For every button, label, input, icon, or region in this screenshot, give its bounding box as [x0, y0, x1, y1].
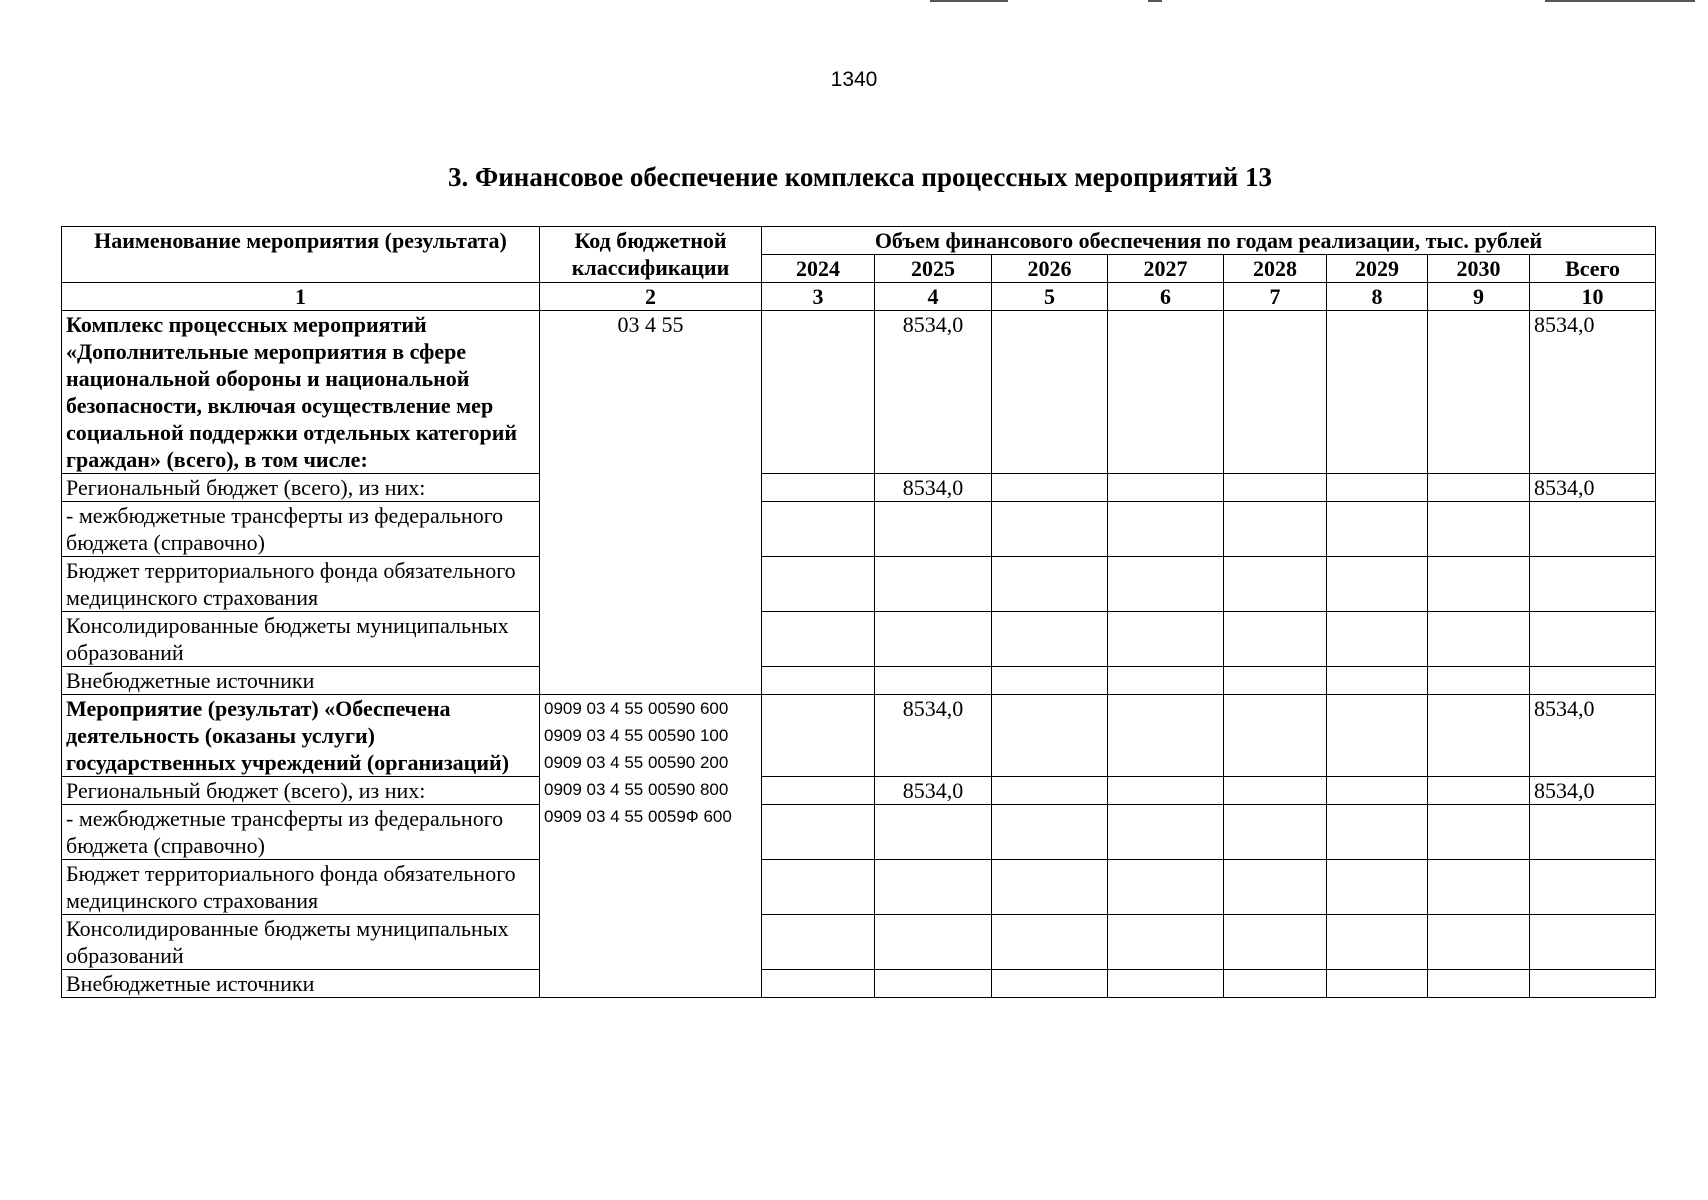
block-title-row — [62, 311, 1656, 474]
header-code: Код бюджетной классификации — [540, 227, 762, 283]
block-title-row — [62, 695, 1656, 777]
value-cell — [1327, 474, 1428, 502]
budget-code-cell — [540, 311, 762, 695]
value-cell: 8534,0 — [875, 777, 992, 805]
table-row — [62, 805, 1656, 860]
header-year: 2024 — [762, 255, 875, 283]
value-cell — [992, 612, 1108, 667]
block-title: Мероприятие (результат) «Обеспечена деятельность (оказаны услуги) государственных учреждений (организаций) — [62, 695, 540, 777]
value-cell — [762, 557, 875, 612]
budget-code: 0909 03 4 55 00590 600 — [544, 699, 729, 718]
table-row — [62, 474, 1656, 502]
column-number: 4 — [875, 283, 992, 311]
row-label: - межбюджетные трансферты из федерального бюджета (справочно) — [62, 805, 540, 860]
row-label: Региональный бюджет (всего), из них: — [62, 474, 540, 502]
value-total — [1530, 970, 1656, 998]
row-label: Региональный бюджет (всего), из них: — [62, 777, 540, 805]
value-cell — [1108, 557, 1224, 612]
column-number: 10 — [1530, 283, 1656, 311]
budget-code-cell — [540, 695, 762, 998]
value-cell — [875, 667, 992, 695]
value-cell — [1224, 612, 1327, 667]
table-row — [62, 502, 1656, 557]
value-total: 8534,0 — [1530, 474, 1656, 502]
value-cell — [1108, 805, 1224, 860]
value-cell — [1224, 860, 1327, 915]
scan-edge-line — [1148, 0, 1162, 2]
value-cell — [762, 860, 875, 915]
budget-code: 0909 03 4 55 0059Ф 600 — [544, 807, 732, 826]
value-cell — [1428, 502, 1530, 557]
value-cell — [875, 557, 992, 612]
value-cell: 8534,0 — [875, 474, 992, 502]
value-total: 8534,0 — [1530, 695, 1656, 777]
value-cell — [1224, 805, 1327, 860]
value-cell — [1108, 970, 1224, 998]
value-cell — [992, 311, 1108, 474]
value-cell — [1327, 612, 1428, 667]
value-cell — [762, 311, 875, 474]
header-year: 2028 — [1224, 255, 1327, 283]
value-cell — [875, 970, 992, 998]
value-cell — [992, 474, 1108, 502]
value-cell — [1224, 695, 1327, 777]
value-total: 8534,0 — [1530, 777, 1656, 805]
value-cell — [875, 860, 992, 915]
budget-code: 0909 03 4 55 00590 800 — [544, 780, 729, 799]
value-cell — [1428, 667, 1530, 695]
value-cell — [1327, 695, 1428, 777]
scan-edge-line — [930, 0, 1008, 2]
value-cell — [1224, 311, 1327, 474]
value-total — [1530, 805, 1656, 860]
table-row — [62, 860, 1656, 915]
value-cell — [1428, 777, 1530, 805]
value-cell — [875, 805, 992, 860]
section-title: 3. Финансовое обеспечение комплекса процессных мероприятий 13 — [448, 162, 1272, 192]
value-cell — [762, 667, 875, 695]
header-year: 2029 — [1327, 255, 1428, 283]
table-row — [62, 557, 1656, 612]
value-cell: 8534,0 — [875, 311, 992, 474]
value-cell — [1224, 915, 1327, 970]
row-label: Внебюджетные источники — [62, 667, 540, 695]
budget-code: 0909 03 4 55 00590 200 — [544, 753, 729, 772]
header-year: 2030 — [1428, 255, 1530, 283]
header-volume: Объем финансового обеспечения по годам реализации, тыс. рублей — [762, 227, 1656, 255]
value-cell — [1224, 474, 1327, 502]
value-cell — [1428, 311, 1530, 474]
column-number: 7 — [1224, 283, 1327, 311]
value-cell — [992, 860, 1108, 915]
value-total — [1530, 502, 1656, 557]
table-row — [62, 667, 1656, 695]
page-number: 1340 — [830, 68, 878, 91]
value-cell — [1428, 474, 1530, 502]
value-cell — [1224, 970, 1327, 998]
value-cell — [1428, 557, 1530, 612]
value-cell — [1428, 695, 1530, 777]
value-cell — [1108, 695, 1224, 777]
value-cell — [1327, 311, 1428, 474]
header-total: Всего — [1530, 255, 1656, 283]
value-cell — [762, 612, 875, 667]
value-cell — [1224, 502, 1327, 557]
value-cell — [1327, 805, 1428, 860]
value-cell — [762, 970, 875, 998]
value-cell — [1108, 915, 1224, 970]
budget-code: 0909 03 4 55 00590 100 — [544, 726, 729, 745]
value-cell: 8534,0 — [875, 695, 992, 777]
value-cell — [1428, 860, 1530, 915]
value-cell — [875, 915, 992, 970]
row-label: - межбюджетные трансферты из федерального бюджета (справочно) — [62, 502, 540, 557]
value-cell — [762, 502, 875, 557]
value-cell — [762, 695, 875, 777]
value-cell — [1108, 860, 1224, 915]
column-number: 3 — [762, 283, 875, 311]
budget-code: 03 4 55 — [617, 312, 684, 337]
value-cell — [992, 667, 1108, 695]
value-cell — [1108, 667, 1224, 695]
value-cell — [762, 915, 875, 970]
scan-edge-line — [1545, 0, 1695, 2]
table-row — [62, 970, 1656, 998]
value-total — [1530, 667, 1656, 695]
value-cell — [1108, 777, 1224, 805]
value-cell — [992, 915, 1108, 970]
value-total: 8534,0 — [1530, 311, 1656, 474]
value-cell — [762, 777, 875, 805]
column-number: 2 — [540, 283, 762, 311]
column-number: 6 — [1108, 283, 1224, 311]
value-cell — [1327, 557, 1428, 612]
value-cell — [1327, 970, 1428, 998]
value-cell — [1327, 777, 1428, 805]
value-total — [1530, 557, 1656, 612]
value-cell — [1428, 915, 1530, 970]
value-cell — [875, 612, 992, 667]
header-year: 2026 — [992, 255, 1108, 283]
value-total — [1530, 860, 1656, 915]
value-cell — [1108, 502, 1224, 557]
value-cell — [992, 557, 1108, 612]
value-cell — [1224, 557, 1327, 612]
value-cell — [1428, 805, 1530, 860]
value-cell — [875, 502, 992, 557]
column-number: 5 — [992, 283, 1108, 311]
header-year: 2025 — [875, 255, 992, 283]
value-cell — [1108, 311, 1224, 474]
row-label: Внебюджетные источники — [62, 970, 540, 998]
table-row — [62, 777, 1656, 805]
value-cell — [1108, 474, 1224, 502]
value-cell — [992, 970, 1108, 998]
table-row — [62, 612, 1656, 667]
row-label: Консолидированные бюджеты муниципальных образований — [62, 915, 540, 970]
value-cell — [992, 695, 1108, 777]
value-cell — [1108, 612, 1224, 667]
value-cell — [762, 805, 875, 860]
value-cell — [1224, 777, 1327, 805]
value-cell — [1327, 915, 1428, 970]
block-title: Комплекс процессных мероприятий «Дополнительные мероприятия в сфере национальной обороны и национальной безопасности, включая осуществление мер социальной поддержки отдельных категорий граждан» (всего), в том числе: — [62, 311, 540, 474]
value-total — [1530, 915, 1656, 970]
value-cell — [1327, 667, 1428, 695]
financing-table — [61, 226, 1656, 998]
value-cell — [992, 502, 1108, 557]
value-cell — [1428, 970, 1530, 998]
column-number: 1 — [62, 283, 540, 311]
value-cell — [762, 474, 875, 502]
header-name: Наименование мероприятия (результата) — [62, 227, 540, 283]
value-cell — [1428, 612, 1530, 667]
row-label: Консолидированные бюджеты муниципальных образований — [62, 612, 540, 667]
value-total — [1530, 612, 1656, 667]
column-number: 8 — [1327, 283, 1428, 311]
header-year: 2027 — [1108, 255, 1224, 283]
value-cell — [992, 805, 1108, 860]
table-row — [62, 915, 1656, 970]
value-cell — [1327, 860, 1428, 915]
value-cell — [1327, 502, 1428, 557]
value-cell — [1224, 667, 1327, 695]
row-label: Бюджет территориального фонда обязательного медицинского страхования — [62, 860, 540, 915]
column-number: 9 — [1428, 283, 1530, 311]
row-label: Бюджет территориального фонда обязательного медицинского страхования — [62, 557, 540, 612]
value-cell — [992, 777, 1108, 805]
